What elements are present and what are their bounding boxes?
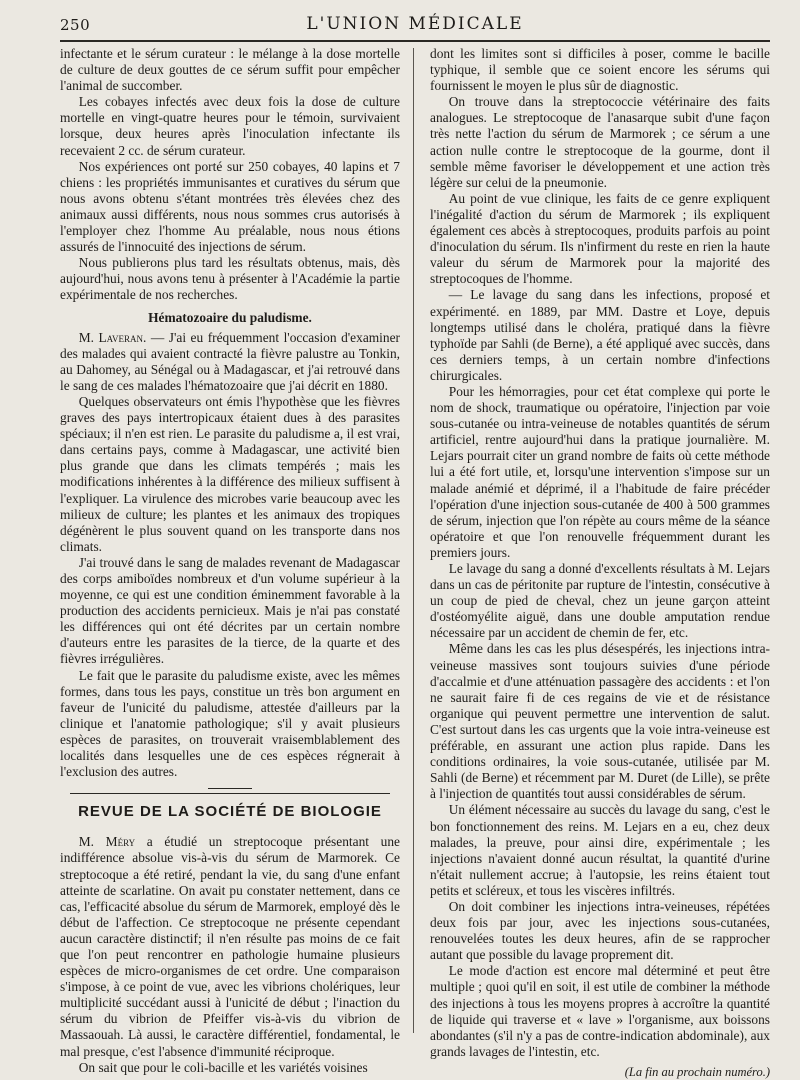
page-header [60, 12, 770, 38]
column-divider [413, 48, 414, 1033]
paragraph: Quelques observateurs ont émis l'hypothèse que les fièvres graves des pays intertropicaux étaient dues à des parasites spéciaux; il n'en est rien. Le parasite du paludisme a, il est vrai, dans certains pays, comme à Madagascar, une activité bien plus grande que dans les climats tempérés ; mais les modifications inhérentes à la différence des milieux suffisent à l'expliquer. La virulence des microbes varie beaucoup avec les milieux de culture; les plantes et les animaux des tropiques dégénèrent le plus souvent quand on les transporte dans nos climats. [60, 393, 400, 554]
section-separator-short [208, 788, 252, 789]
section-heading: REVUE DE LA SOCIÉTÉ DE BIOLOGIE [78, 803, 382, 821]
paragraph-text: a étudié un streptocoque présentant une indifférence absolue vis-à-vis du sérum de Marmorek. Ce streptocoque a été retiré, pendant la vie, du sang d'une enfant atteinte de scarlatine. On avait pu constater nettement, dans ce cas, l'efficacité absolue du sérum de Marmorek, employé dès le début de l'affection. Ce streptocoque ne présente cependant aucun caractère distinctif; il n'en résulte pas moins de ce fait que l'on peut rencontrer en pathologie humaine plusieurs espèces de micro-organismes de cet ordre. Une comparaison s'impose, à ce point de vue, avec les vibrions cholériques, leur multiplicité succédant aussi à l'unicité de début ; l'inaction du sérum du vibrion de Pfeiffer vis-à-vis du vibrion de Massaouah. Là aussi, le caractère différentiel, fondamental, le mal presque, c'est l'absence d'immunité réciproque. [60, 834, 400, 1059]
paragraph-laveran [60, 330, 400, 394]
paragraph: Le fait que le parasite du paludisme existe, avec les mêmes formes, dans tous les pays, constitue un très bon argument en faveur de l'unicité du paludisme, attestée d'ailleurs par la clinique et l'anatomie pathologique; s'il y avait plusieurs espèces de parasites, on trouverait vraisemblablement des localités dans lesquelles une de ces espèces régnerait à l'exclusion des autres. [60, 667, 400, 780]
paragraph: Un élément nécessaire au succès du lavage du sang, c'est le bon fonctionnement des reins. M. Lejars en a eu, chez deux malades, la preuve, pour ainsi dire, expérimentale ; les injections n'avaient donné aucun résultat, la quantité d'urine n'était nullement accrue; à l'autopsie, les reins étaient tout petits et scléreux, et tous les viscères infiltrés. [430, 802, 770, 898]
paragraph: On doit combiner les injections intra-veineuses, répétées deux fois par jour, avec les injections sous-cutanées, renouvelées toutes les deux heures, afin de se rapprocher autant que possible du lavage proprement dit. [430, 898, 770, 963]
right-column [430, 46, 770, 1079]
paragraph: On trouve dans la streptococcie vétérinaire des faits analogues. Le streptocoque de l'anasarque subit d'une façon très nette l'action du sérum de Marmorek ; ce sérum a une action nulle contre le streptocoque de la gourme, dont il semble même favoriser le développement et une action très légère sur celui de la pneumonie. [430, 94, 770, 190]
paragraph: J'ai trouvé dans le sang de malades revenant de Madagascar des corps amiboïdes nombreux et d'un volume supérieur à la moyenne, ce qui est une condition éminemment favorable à la production des accidents pernicieux. Mais je n'ai pas constaté les différences qui ont été décrites par un certain nombre d'auteurs entre les parasites de la tierce, de la quarte et des fièvres irrégulières. [60, 554, 400, 667]
paragraph: infectante et le sérum curateur : le mélange à la dose mortelle de culture de deux gouttes de ce sérum suffit pour empêcher l'animal de succomber. [60, 46, 400, 94]
paragraph: Nous publierons plus tard les résultats obtenus, mais, dès aujourd'hui, nous avons tenu à présenter à l'Académie la partie expérimentale de nos recherches. [60, 255, 400, 303]
left-column [60, 46, 400, 1075]
page-number: 250 [60, 16, 91, 34]
paragraph: Le mode d'action est encore mal déterminé et peut être multiple ; quoi qu'il en soit, il est utile de combiner la méthode des injections à tous les moyens propres à accroître la quantité de liquide qui traverse et « lave » l'organisme, aux boissons abondantes (s'il n'y a pas de contre-indication abdominale), aux grands lavages de l'intestin, etc. [430, 963, 770, 1059]
paragraph: Nos expériences ont porté sur 250 cobayes, 40 lapins et 7 chiens : les propriétés immunisantes et curatives du sérum que nous avons obtenu s'étant montrées très élevées chez des animaux aussi différents, nous nous sommes crus autorisés à l'employer chez l'homme Au préalable, nous nous étions assurés de l'innocuité des injections de sérum. [60, 158, 400, 255]
header-rule [60, 40, 770, 42]
author-name: M. Laveran. [78, 329, 147, 345]
section-separator-long [70, 793, 390, 794]
paragraph: On sait que pour le coli-bacille et les variétés voisines [78, 1059, 368, 1075]
paragraph-text: — J'ai eu fréquemment l'occasion d'examiner des malades qui avaient contracté la fièvre palustre au Tonkin, au Dahomey, au Sénégal ou à Madagascar, et j'ai retrouvé dans le sang de ces malades l'hématozoaire que j'ai décrit en 1880. [60, 329, 400, 393]
paragraph: dont les limites sont si difficiles à poser, comme le bacille typhique, il semble que ce soient encore les sérums qui fournissent le moyen le plus sûr de diagnostic. [430, 46, 770, 94]
paragraph: Au point de vue clinique, les faits de ce genre expliquent l'inégalité d'action du sérum de Marmorek ; ils expliquent également ces abcès à streptocoques, produits parfois au point d'inoculation du sérum. Ils n'infirment du reste en rien la haute valeur du sérum de Marmorek pour la majorité des streptocoques de l'homme. [430, 190, 770, 287]
paragraph-mery [60, 834, 400, 1059]
journal-title: L'UNION MÉDICALE [306, 14, 524, 34]
paragraph: Le lavage du sang a donné d'excellents résultats à M. Lejars dans un cas de péritonite par rupture de l'intestin, consécutive à un coup de pied de cheval, chez un jeune garçon atteint d'ostéomyélite aiguë, dans une double amputation rendue nécessaire par un accident de chemin de fer, etc. [430, 561, 770, 641]
paragraph: Même dans les cas les plus désespérés, les injections intra-veineuse massives sont toujours suivies d'une période d'accalmie et d'une atténuation passagère des accidents : et l'on ne saurait faire fi de ces regains de vie et de résistance organique qui peuvent permettre une intervention de salut. C'est surtout dans les cas urgents que la voie intra-veineuse est préférable, en assurant une action plus rapide. Dans les conditions ordinaires, la voie sous-cutanée, utilisée par M. Sahli (de Berne) et récemment par M. Duret (de Lille), se prête à l'injection de quantités tout aussi considérables de sérum. [430, 641, 770, 802]
author-name: M. Méry [78, 834, 136, 850]
subsection-heading: Hématozoaire du paludisme. [148, 309, 312, 325]
paragraph: — Le lavage du sang dans les infections, proposé et expérimenté. en 1889, par MM. Dastre et Loye, depuis longtemps utilisé dans le choléra, pratiqué dans la fièvre typhoïde par Sahli (de Berne), a été appliqué avec succès, dans ces derniers temps, à un certain nombre d'infections chirurgicales. [430, 287, 770, 383]
continuation-note: (La fin au prochain numéro.) [624, 1064, 770, 1079]
paragraph: Les cobayes infectés avec deux fois la dose de culture mortelle en vingt-quatre heures pour le témoin, survivaient lorsque, deux heures après l'inoculation infectante ils recevaient 2 cc. de sérum curateur. [60, 94, 400, 158]
paragraph: Pour les hémorragies, pour cet état complexe qui porte le nom de shock, traumatique ou opératoire, l'injection par voie sous-cutanée ou intra-veineuse de notables quantités de sérum artificiel, rentre aujourd'hui dans la pratique journalière. M. Lejars pourrait citer un grand nombre de faits où cette méthode lui a été fort utile, et, lorsqu'une intervention s'impose sur un malade anémié et déprimé, il a l'habitude de faire précéder l'opération d'une injection sous-cutanée de 400 à 500 grammes de sérum, injection que l'on répète au cours même de la séance opératoire et que l'on renouvelle fréquemment durant les premiers jours. [430, 383, 770, 560]
